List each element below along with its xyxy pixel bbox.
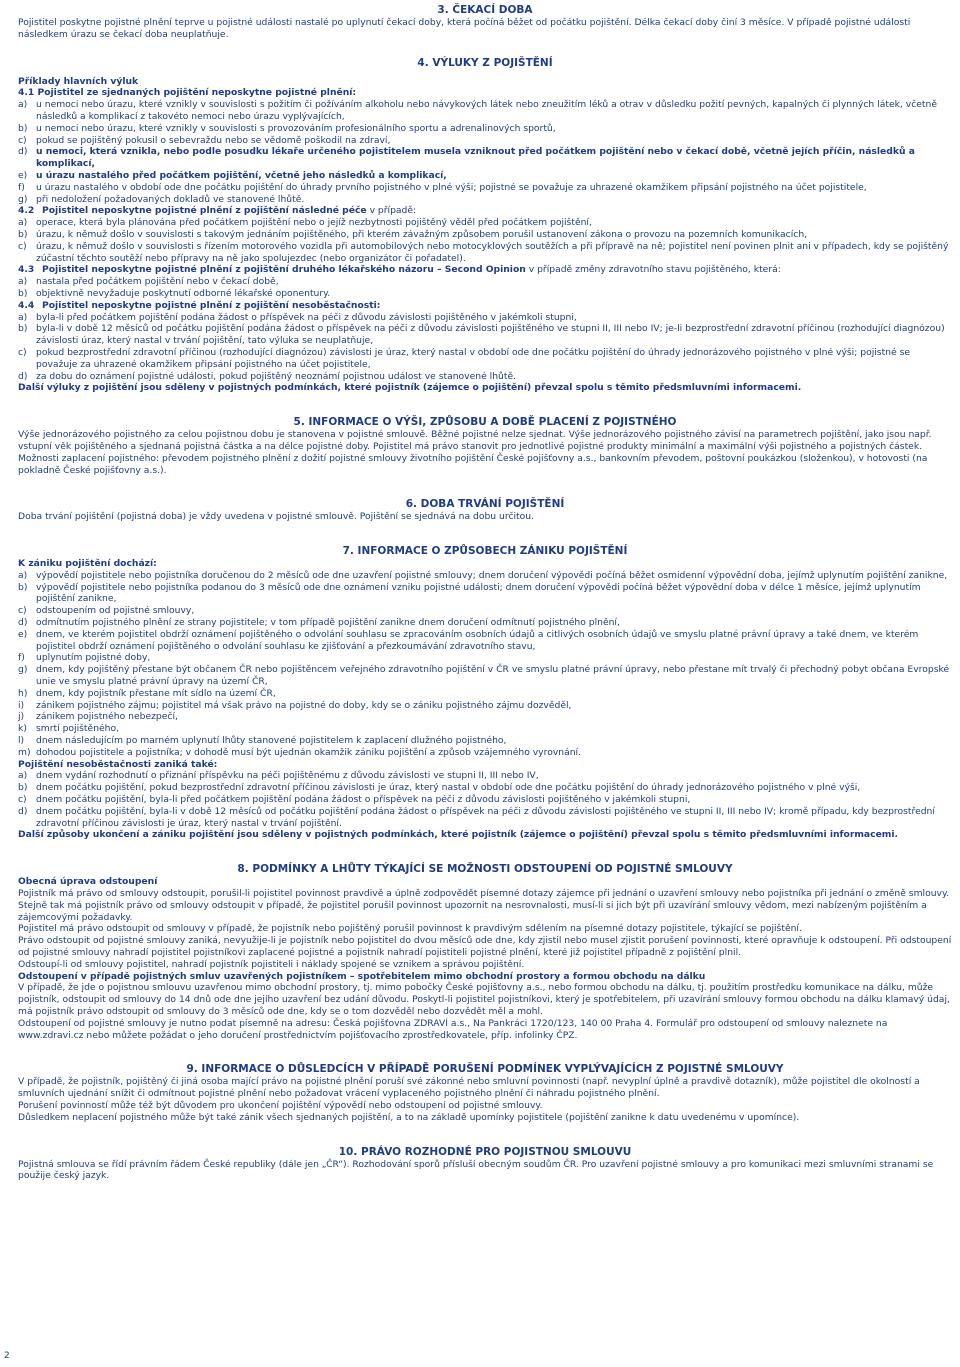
list-item-letter: c): [18, 346, 27, 358]
list-item: [18, 241, 952, 265]
list-item-letter: d): [18, 617, 28, 629]
clause-4-1-heading: 4.1 Pojistitel ze sjednaných pojištění neposkytne pojistné plnění:: [18, 87, 357, 99]
list-item-letter: f): [18, 652, 25, 664]
list-item: [18, 146, 952, 170]
clause-number: 4.4: [18, 299, 35, 311]
clause-4-2-bold: Pojistitel neposkytne pojistné plnění z pojištění následné péče: [42, 205, 367, 217]
list-item-letter: d): [18, 370, 28, 382]
list-item: [18, 782, 952, 794]
clause-number: 4.2: [18, 205, 35, 217]
list-item-text: nastala před počátkem pojištění nebo v čekací době,: [36, 276, 279, 288]
list-item-text: dnem počátku pojištění, byla-li před počátkem pojištění podána žádost o příspěvek na péči z důvodu závislosti pojištěného v jakémkoli stupni,: [36, 794, 691, 806]
list-item-letter: b): [18, 287, 28, 299]
clause-4-3-bold: Pojistitel neposkytne pojistné plnění z pojištění druhého lékařského názoru – Second Opinion: [42, 264, 526, 276]
list-item-letter: b): [18, 228, 28, 240]
clause-4-3-rest: v případě změny zdravotního stavu pojištěného, která:: [525, 264, 781, 276]
list-item-letter: c): [18, 240, 27, 252]
list-item-letter: k): [18, 723, 27, 735]
section-5-title: 5. INFORMACE O VÝŠI, ZPŮSOBU A DOBĚ PLACENÍ Z POJISTNÉHO: [293, 416, 677, 429]
list-item-letter: d): [18, 146, 28, 158]
list-item: [18, 276, 952, 288]
list-item-letter: b): [18, 323, 28, 335]
list-item-text: u nemoci nebo úrazu, které vznikly v souvislosti s provozováním profesionálního sportu a adrenalinových sportů,: [36, 122, 556, 134]
list-item: [18, 652, 952, 664]
list-item-letter: b): [18, 122, 28, 134]
section-8-paragraph-1: Pojistník má právo od smlouvy odstoupit, porušil-li pojistitel povinnost pravdivě a úplně zodpovědět písemné dotazy zájemce při jednání o uzavření smlouvy nebo pojistníka při jednání o změně smlouvy. Stejně tak má pojistník právo od smlouvy odstoupit v případě, že pojistitel porušil povinnost upozornit na nesrovnalosti, musí-li si jich být při uzavírání smlouvy vědom, mezi nabízeným pojištěním a zájemcovými požadavky.: [18, 888, 950, 923]
list-item-letter: g): [18, 193, 28, 205]
section-5-paragraph-2: Možnosti zaplacení pojistného: převodem pojistného plnění z dožití pojistné smlouvy životního pojištění České pojišťovny a.s., bankovním převodem, poštovní poukázkou (složenkou), v hotovosti (na pokladně České pojišťovny a.s.).: [18, 452, 928, 476]
clause-4-4-heading: [18, 300, 952, 312]
list-item-text: dnem počátku pojištění, pokud bezprostřední zdravotní příčinou závislosti je úraz, který nastal v období ode dne počátku pojištění do úhrady jednorázového pojistného v plné výši,: [36, 782, 861, 794]
list-item-letter: f): [18, 181, 25, 193]
list-item-letter: b): [18, 782, 28, 794]
section-8-paragraph-3: Právo odstoupit od pojistné smlouvy zaniká, nevyužije-li je pojistník nebo pojistitel do dvou měsíců ode dne, kdy zjistil nebo musel zjistit porušení povinnosti, které opravňuje k odstoupení. Při odstoupení od pojistné smlouvy nahradí pojistitel pojistníkovi zaplacené pojistné a pojistník nahradí pojistiteli pojistné plnění, které již pojistitel případně z pojištění plnil.: [18, 935, 952, 958]
clause-4-2-list: [18, 217, 952, 264]
list-item-text: dnem, ve kterém pojistitel obdrží oznámení pojištěného o odvolání souhlasu se zpracováním osobních údajů a citlivých osobních údajů ve smyslu platné právní úpravy a také dnem, ve kterém pojistitel obdrží oznámení pojištěného o odvolání souhlasu ke zjišťování a přezkoumávání zdravotního stavu,: [36, 628, 919, 652]
section-8-subtitle-1: Obecná úprava odstoupení: [18, 876, 158, 888]
list-item-letter: a): [18, 770, 28, 782]
clause-4-3-heading: [18, 264, 952, 276]
list-item-letter: a): [18, 217, 28, 229]
list-item-letter: d): [18, 805, 28, 817]
list-item: [18, 371, 952, 383]
list-item: [18, 735, 952, 747]
section-7-subtitle-2: Pojištění nesoběstačnosti zaniká také:: [18, 758, 218, 770]
section-3-text: Pojistitel poskytne pojistné plnění teprve u pojistné události nastalé po uplynutí čekací doby, která počíná běžet od počátku pojištění. Délka čekací doby činí 3 měsíce. V případě pojistné události následkem úrazu se čekací doba neuplatňuje.: [18, 17, 911, 40]
list-item-letter: c): [18, 134, 27, 146]
list-item-letter: a): [18, 276, 28, 288]
list-item-letter: a): [18, 569, 28, 581]
list-item-text: dnem, kdy pojištěný přestane být občanem ČR nebo pojištěncem veřejného zdravotního pojištění v ČR ve smyslu platné právní úpravy, nebo přestane mít trvalý či přechodný pobyt občana Evropské unie ve smyslu platné právní úpravy na území ČR,: [36, 664, 950, 688]
list-item: [18, 288, 952, 300]
list-item-text: byla-li před počátkem pojištění podána žádost o příspěvek na péči z důvodu závislosti pojištěného v jakémkoli stupni,: [36, 311, 577, 323]
list-item-text: dnem vydání rozhodnutí o přiznání příspěvku na péči pojištěnému z důvodu závislosti ve stupni II, III nebo IV,: [36, 770, 539, 782]
clause-4-4-bold: Pojistitel neposkytne pojistné plnění z pojištění nesoběstačnosti:: [42, 299, 381, 311]
section-9-paragraph-2: Porušení povinností může též být důvodem pro ukončení pojištění výpovědí nebo odstoupení od pojistné smlouvy.: [18, 1099, 543, 1111]
section-4-closing: Další výluky z pojištění jsou sděleny v pojistných podmínkách, které pojistník (zájemce o pojištění) převzal spolu s těmito předsmluvními informacemi.: [18, 382, 802, 394]
list-item: [18, 582, 952, 606]
list-item-text: objektivně nevyžaduje poskytnutí odborné lékařské oponentury.: [36, 287, 331, 299]
list-item: [18, 570, 952, 582]
list-item: [18, 605, 952, 617]
list-item-text: za dobu do oznámení pojistné události, pokud pojištěný neoznámí pojistnou událost ve stanovené lhůtě.: [36, 370, 517, 382]
section-10-paragraph-1: Pojistná smlouva se řídí právním řádem České republiky (dále jen „ČR“). Rozhodování sporů přísluší obecným soudům ČR. Pro uzavření pojistné smlouvy a pro komunikaci mezi smluvními stranami se použije český jazyk.: [18, 1158, 934, 1182]
clause-4-2-heading: [18, 205, 952, 217]
list-item-letter: e): [18, 169, 28, 181]
section-9-paragraph-3: Důsledkem neplacení pojistného může být také zánik všech sjednaných pojištění, a to na základě upomínky pojistitele (pojištění zanikne k datu uvedenému v upomínce).: [18, 1111, 800, 1123]
list-item: [18, 194, 952, 206]
section-7-closing: Další způsoby ukončení a zániku pojištění jsou sděleny v pojistných podmínkách, které pojistník (zájemce o pojištění) převzal spolu s těmito předsmluvními informacemi.: [18, 829, 899, 841]
section-8-paragraph-5: V případě, že jde o pojistnou smlouvu uzavřenou mimo obchodní prostory, tj. mimo pobočky České pojišťovny a.s., nebo formou obchodu na dálku, tj. použitím prostředku komunikace na dálku, může pojistník, odstoupit od smlouvy do 14 dnů ode dne jejího uzavření bez udání důvodu. Poskytl-li pojistitel pojistníkovi, který je spotřebitelem, při uzavírání smlouvy formou obchodu na dálku klamavý údaj, má pojistník právo odstoupit od smlouvy do 3 měsíců ode dne, kdy se o tom dozvěděl nebo dozvědět měl a mohl.: [18, 982, 950, 1017]
section-8-paragraph-2: Pojistitel má právo odstoupit od smlouvy v případě, že pojistník nebo pojištěný porušil povinnost k pravdivým sdělením na písemné dotazy pojistitele, týkající se pojištění.: [18, 923, 802, 935]
list-item-text: u úrazu nastalého před počátkem pojištění, včetně jeho následků a komplikací,: [36, 169, 447, 181]
list-item: [18, 182, 952, 194]
list-item-letter: a): [18, 99, 28, 111]
clause-number: 4.3: [18, 264, 35, 276]
list-item: [18, 312, 952, 324]
list-item-text: dohodou pojistitele a pojistníka; v dohodě musí být ujednán okamžik zániku pojištění a způsob vzájemného vyrovnání.: [36, 746, 581, 758]
list-item-letter: g): [18, 664, 28, 676]
list-item-letter: c): [18, 794, 27, 806]
list-item-text: u nemoci nebo úrazu, které vznikly v souvislosti s požitím či požíváním alkoholu nebo návykových látek nebo zneužitím léků a otrav v důsledku požití pevných, kapalných či plynných látek, včetně následků a komplikací z takovéto nemoci nebo úrazu vyplývajících,: [36, 99, 937, 122]
section-4-title: 4. VÝLUKY Z POJIŠTĚNÍ: [417, 56, 553, 69]
list-item-text: zánikem pojistného nebezpečí,: [36, 711, 178, 723]
section-7-title: 7. INFORMACE O ZPŮSOBECH ZÁNIKU POJIŠTĚNÍ: [342, 545, 628, 558]
list-item-letter: c): [18, 605, 27, 617]
list-item-letter: e): [18, 628, 28, 640]
list-item-text: pokud se pojištěný pokusil o sebevraždu nebo se vědomě poškodil na zdraví,: [36, 134, 391, 146]
section-6-title: 6. DOBA TRVÁNÍ POJIŠTĚNÍ: [405, 498, 565, 511]
clause-4-3-list: [18, 276, 952, 300]
list-item: [18, 617, 952, 629]
list-item-text: byla-li v době 12 měsíců od počátku pojištění podána žádost o příspěvek na péči z důvodu závislosti pojištěného ve stupni II, III nebo IV; je-li bezprostřední zdravotní příčinou (rozhodující diagnózou) závislosti úraz, který nastal v trvání pojištění, tato výluka se neuplatňuje,: [36, 323, 945, 347]
section-8-paragraph-6: Odstoupení od pojistné smlouvy je nutno podat písemně na adresu: Česká pojišťovna ZDRAVÍ a.s., Na Pankráci 1720/123, 140 00 Praha 4. Formulář pro odstoupení od smlouvy naleznete na www.zdravi.cz nebo můžete požádat o jeho doručení prostřednictvím pojišťovacího zprostředkovatele, příp. infolinky ČPZ.: [18, 1017, 888, 1041]
section-8-subtitle-2: Odstoupení v případě pojistných smluv uzavřených pojistníkem – spotřebitelem mimo obchodní prostory a formou obchodu na dálku: [18, 970, 706, 982]
list-item: [18, 747, 952, 759]
list-item: [18, 711, 952, 723]
section-5-paragraph-1: Výše jednorázového pojistného za celou pojistnou dobu je stanovena v pojistné smlouvě. Běžné pojistné nelze sjednat. Výše jednorázového pojistného závisí na parametrech pojištění, jako jsou např. vstupní věk pojištěného a sjednaná pojistná částka a na délce pojistné doby. Pojistitel má právo stanovit pro jednotlivé pojistné produkty minimální a maximální výši pojistného a pojistných částek.: [18, 429, 932, 452]
section-3-title: 3. ČEKACÍ DOBA: [437, 4, 533, 16]
section-4-subtitle: Příklady hlavních výluk: [18, 75, 139, 87]
list-item: [18, 629, 952, 653]
page-number: 2: [4, 1351, 10, 1361]
list-item-letter: i): [18, 699, 25, 711]
list-item-letter: b): [18, 581, 28, 593]
section-6-paragraph-1: Doba trvání pojištění (pojistná doba) je vždy uvedena v pojistné smlouvě. Pojištění se sjednává na dobu určitou.: [18, 511, 535, 523]
list-item: [18, 806, 952, 830]
list-item-text: uplynutím pojistné doby,: [36, 652, 151, 664]
list-item-text: při nedoložení požadovaných dokladů ve stanovené lhůtě.: [36, 193, 305, 205]
section-7-list-2: [18, 770, 952, 829]
list-item: [18, 123, 952, 135]
section-8-paragraph-4: Odstoupí-li od smlouvy pojistitel, nahradí pojistník pojistiteli i náklady spojené se vznikem a správou pojištění.: [18, 958, 525, 970]
list-item: [18, 229, 952, 241]
list-item-text: výpovědí pojistitele nebo pojistníka doručenou do 2 měsíců ode dne uzavření pojistné smlouvy; dnem doručení výpovědi počíná běžet osmidenní výpovědní doba, jejímž uplynutím pojištění zanikne,: [36, 569, 948, 581]
list-item-text: u úrazu nastalého v období ode dne počátku pojištění do úhrady prvního pojistného v plné výši; pojistné se považuje za uhrazené okamžikem připsání pojistného na účet pojistitele,: [36, 181, 867, 193]
list-item-text: operace, která byla plánována před počátkem pojištění nebo o jejíž nezbytnosti pojištěný věděl před počátkem pojištění,: [36, 217, 592, 229]
list-item-text: smrtí pojištěného,: [36, 723, 120, 735]
clause-4-2-rest: v případě:: [366, 205, 417, 217]
list-item-letter: j): [18, 711, 25, 723]
section-10-title: 10. PRÁVO ROZHODNÉ PRO POJISTNOU SMLOUVU: [338, 1145, 632, 1158]
list-item: [18, 700, 952, 712]
list-item: [18, 170, 952, 182]
list-item-letter: l): [18, 735, 25, 747]
list-item: [18, 664, 952, 688]
list-item-text: úrazu, k němuž došlo v souvislosti s řízením motorového vozidla při automobilových nebo motocyklových soutěžích a při přípravě na ně; pojistitel není povinen plnit ani v případech, kdy se pojištěný zúčastní těchto soutěží nebo přípravy na ně jako spolujezdec (nebo organizátor či pořadatel).: [36, 240, 949, 264]
section-9-paragraph-1: V případě, že pojistník, pojištěný či jiná osoba mající právo na pojistné plnění poruší své zákonné nebo smluvní povinnosti (např. nevyplní úplně a pravdivě dotazník), může pojistitel dle okolností a smluvních ujednání snížit či odmítnout pojistné plnění nebo požadovat vrácení vyplaceného pojistného plnění či náhradu pojistného plnění.: [18, 1076, 920, 1100]
clause-4-1-list: [18, 99, 952, 205]
list-item: [18, 323, 952, 347]
list-item-text: dnem následujícím po marném uplynutí lhůty stanovené pojistitelem k zaplacení dlužného pojistného,: [36, 735, 507, 747]
list-item: [18, 217, 952, 229]
list-item: [18, 347, 952, 371]
list-item-text: dnem počátku pojištění, byla-li v době 12 měsíců od počátku pojištění podána žádost o příspěvek na péči z důvodu závislosti pojištěného ve stupni II, III nebo IV; kromě případu, kdy bezprostřední zdravotní příčinou závislosti je úraz, který nastal v trvání pojištění.: [36, 805, 935, 829]
section-7-list-1: [18, 570, 952, 759]
list-item-text: dnem, kdy pojistník přestane mít sídlo na území ČR,: [36, 687, 276, 699]
list-item-text: zánikem pojistného zájmu; pojistitel má však právo na pojistné do doby, kdy se o zániku pojistného zájmu dozvěděl,: [36, 699, 572, 711]
clause-4-4-list: [18, 312, 952, 383]
list-item: [18, 794, 952, 806]
list-item: [18, 135, 952, 147]
list-item-text: odstoupením od pojistné smlouvy,: [36, 605, 195, 617]
list-item-letter: m): [18, 746, 31, 758]
list-item-text: pokud bezprostřední zdravotní příčinou (rozhodující diagnózou) závislosti je úraz, který nastal v období ode dne počátku pojištění do úhrady jednorázového pojistného v plné výši; pojistné se považuje za uhrazené okamžikem připsání pojistného na účet pojistitele,: [36, 346, 911, 370]
section-8-title: 8. PODMÍNKY A LHŮTY TÝKAJÍCÍ SE MOŽNOSTI ODSTOUPENÍ OD POJISTNÉ SMLOUVY: [237, 863, 733, 876]
section-7-subtitle-1: K zániku pojištění dochází:: [18, 558, 157, 570]
list-item: [18, 688, 952, 700]
list-item: [18, 99, 952, 123]
list-item: [18, 770, 952, 782]
list-item-text: odmítnutím pojistného plnění ze strany pojistitele; v tom případě pojištění zanikne dnem doručení odmítnutí pojistného plnění,: [36, 617, 620, 629]
list-item: [18, 723, 952, 735]
list-item-text: úrazu, k němuž došlo v souvislosti s takovým jednáním pojištěného, při kterém závažným způsobem porušil ustanovení zákona o provozu na pozemních komunikacích,: [36, 228, 808, 240]
list-item-letter: a): [18, 311, 28, 323]
section-9-title: 9. INFORMACE O DŮSLEDCÍCH V PŘÍPADĚ PORUŠENÍ PODMÍNEK VYPLÝVAJÍCÍCH Z POJISTNÉ SMLOUVY: [186, 1063, 784, 1076]
list-item-letter: h): [18, 687, 28, 699]
list-item-text: výpovědí pojistitele nebo pojistníka podanou do 3 měsíců ode dne oznámení vzniku pojistné události; dnem doručení výpovědi počíná běžet výpovědní doba v délce 1 měsíce, jejímž uplynutím pojištění zanikne,: [36, 581, 921, 605]
list-item-text: u nemoci, která vznikla, nebo podle posudku lékaře určeného pojistitelem musela vzniknout před počátkem pojištění nebo v čekací době, včetně jejích příčin, následků a komplikací,: [36, 146, 915, 170]
